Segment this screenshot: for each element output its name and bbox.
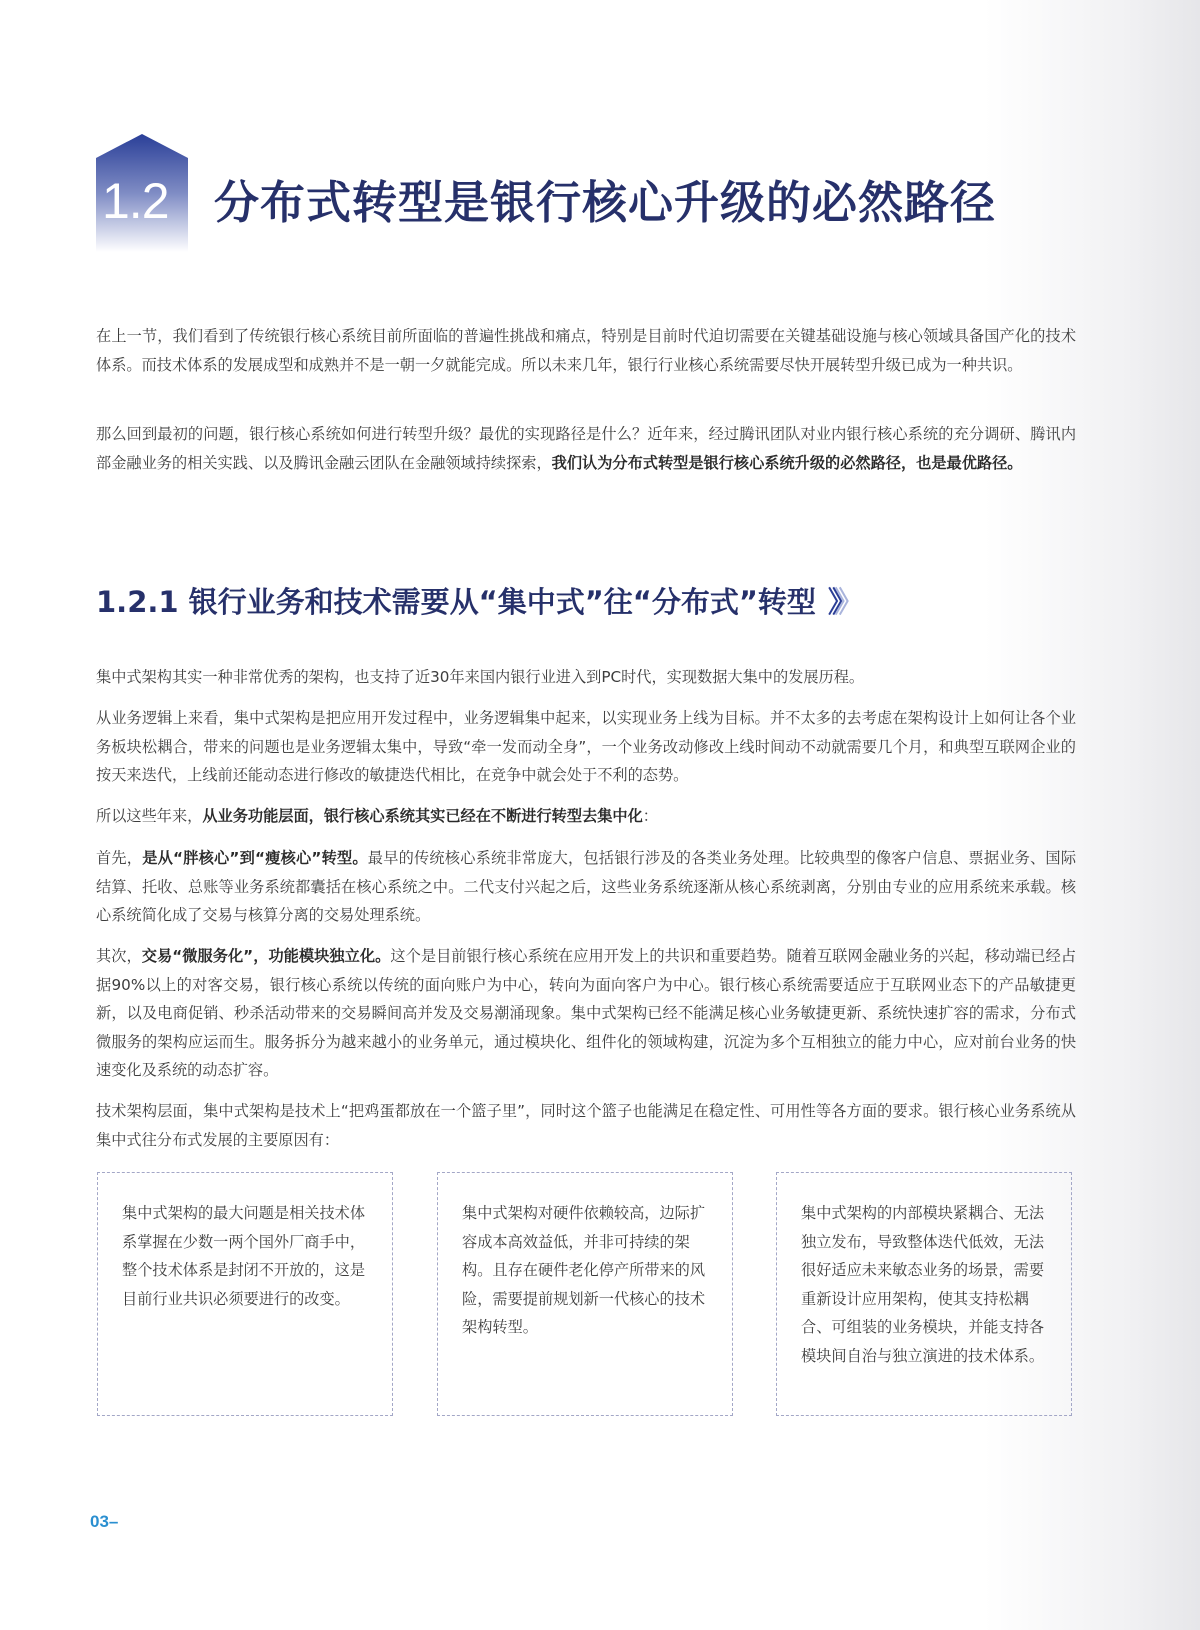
text: ：: [642, 807, 658, 825]
text: 最早的传统核心系统非常庞大，包括银行涉及的各类业务处理。比较典型的像客户信息、票据业务、国际结算、托收、总账等业务系统都囊括在核心系统之中。二代支付兴起之后，这些业务系统逐渐从核心系统剥离，分别由专业的应用系统来承载。核心系统简化成了交易与核算分离的交易处理系统。: [96, 849, 1077, 924]
text: 这个是目前银行核心系统在应用开发上的共识和重要趋势。随着互联网金融业务的兴起，移动端已经占据90%以上的对客交易，银行核心系统以传统的面向账户为中心，转向为面向客户为中心。银行核心系统需要适应于互联网业态下的产品敏捷更新，以及电商促销、秒杀活动带来的交易瞬间高并发及交易潮涌现象。集中式架构已经不能满足核心业务敏捷更新、系统快速扩容的需求，分布式微服务的架构应运而生。服务拆分为越来越小的业务单元，通过模块化、组件化的领域构建，沉淀为多个互相独立的能力中心，应对前台业务的快速变化及系统的动态扩容。: [96, 947, 1077, 1079]
text: 首先，: [96, 849, 143, 867]
bold-text: 从业务功能层面，银行核心系统其实已经在不断进行转型去集中化: [202, 807, 643, 825]
section-number: 1.2: [102, 173, 169, 229]
body-paragraph: [96, 802, 1076, 831]
reason-card: 集中式架构的最大问题是相关技术体系掌握在少数一两个国外厂商手中，整个技术体系是封闭不开放的，这是目前行业共识必须要进行的改变。: [97, 1172, 393, 1416]
text: 其次，: [96, 947, 142, 965]
subsection-title: 1.2.1 银行业务和技术需要从“集中式”往“分布式”转型: [96, 585, 816, 619]
body-paragraph: [96, 663, 1076, 692]
intro-paragraph: [96, 420, 1076, 477]
body-paragraph: [96, 1097, 1076, 1154]
text: 技术架构层面，集中式架构是技术上“把鸡蛋都放在一个篮子里”，同时这个篮子也能满足在稳定性、可用性等各方面的要求。银行核心业务系统从集中式往分布式发展的主要原因有：: [96, 1102, 1076, 1149]
body-paragraph: [96, 704, 1076, 790]
text: 在上一节，我们看到了传统银行核心系统目前所面临的普遍性挑战和痛点，特别是目前时代迫切需要在关键基础设施与核心领域具备国产化的技术体系。而技术体系的发展成型和成熟并不是一朝一夕就能完成。所以未来几年，银行行业核心系统需要尽快开展转型升级已成为一种共识。: [96, 327, 1076, 374]
text: 那么回到最初的问题，银行核心系统如何进行转型升级？最优的实现路径是什么？近年来，经过腾讯团队对业内银行核心系统的充分调研、腾讯内部金融业务的相关实践、以及腾讯金融云团队在金融领域持续探索，: [96, 425, 1076, 472]
text: 集中式架构其实一种非常优秀的架构，也支持了近30年来国内银行业进入到PC时代，实现数据大集中的发展历程。: [96, 668, 865, 686]
bold-text: 交易“微服务化”，功能模块独立化。: [141, 947, 391, 965]
section-number-badge: [96, 134, 188, 252]
intro-paragraph: [96, 322, 1076, 379]
body-paragraph: [96, 942, 1076, 1085]
reason-card: 集中式架构的内部模块紧耦合、无法独立发布，导致整体迭代低效，无法很好适应未来敏态业务的场景，需要重新设计应用架构，使其支持松耦合、可组装的业务模块，并能支持各模块间自治与独立演进的技术体系。: [776, 1172, 1072, 1416]
page-title: 分布式转型是银行核心升级的必然路径: [214, 176, 997, 229]
bold-text: 我们认为分布式转型是银行核心系统升级的必然路径，也是最优路径。: [551, 453, 1023, 472]
subsection-heading: [96, 580, 855, 621]
double-chevron-icon: 》》: [827, 585, 856, 619]
text: 从业务逻辑上来看，集中式架构是把应用开发过程中，业务逻辑集中起来，以实现业务上线为目标。并不太多的去考虑在架构设计上如何让各个业务板块松耦合，带来的问题也是业务逻辑太集中，导致“牵一发而动全身”，一个业务改动修改上线时间动不动就需要几个月，和典型互联网企业的按天来迭代，上线前还能动态进行修改的敏捷迭代相比，在竞争中就会处于不利的态势。: [96, 709, 1076, 784]
bold-text: 是从“胖核心”到“瘦核心”转型。: [142, 849, 368, 867]
body-paragraph: [96, 844, 1076, 930]
reason-card: 集中式架构对硬件依赖较高，边际扩容成本高效益低，并非可持续的架构。且存在硬件老化停产所带来的风险，需要提前规划新一代核心的技术架构转型。: [437, 1172, 733, 1416]
text: 所以这些年来，: [96, 807, 203, 825]
page-number: 03–: [90, 1512, 119, 1531]
